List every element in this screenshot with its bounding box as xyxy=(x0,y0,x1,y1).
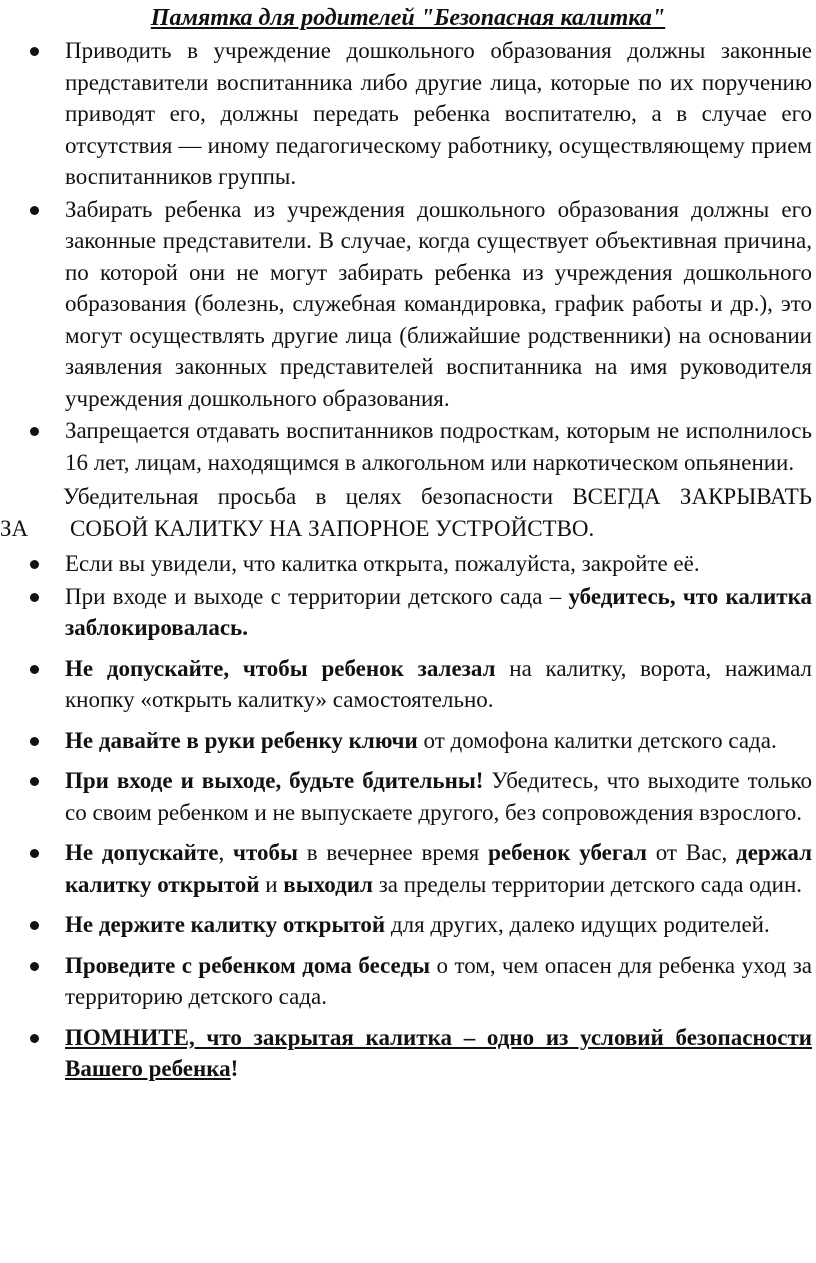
item-emphasis: Не допускайте, чтобы ребенок залезал xyxy=(65,655,496,681)
item-text: При входе и выходе с территории детского сада – xyxy=(65,583,562,609)
item-text: Приводить в учреждение дошкольного образования должны законные представители воспитанника либо другие лица, которые по их поручению приводят его, должны передать ребенка воспитателю, а в случае его отсутствия — иному педагогическому работнику, осуществляющему прием воспитанников группы. xyxy=(65,38,812,189)
list-item xyxy=(0,653,816,716)
item-emphasis: ребенок убегал xyxy=(488,840,647,865)
bullet-icon xyxy=(30,593,39,602)
final-reminder-tail: ! xyxy=(230,1056,239,1081)
bullet-icon xyxy=(30,921,39,930)
item-emphasis: выходил xyxy=(283,871,373,897)
list-item xyxy=(0,548,816,580)
item-emphasis: убедитесь, что калитка заблокировалась. xyxy=(65,583,812,640)
item-emphasis: При входе и выходе, будьте бдительны! xyxy=(65,768,484,793)
safety-request-text: СОБОЙ КАЛИТКУ НА ЗАПОРНОЕ УСТРОЙСТВО. xyxy=(70,515,595,541)
safety-request-prefix: ЗА xyxy=(0,515,29,541)
final-reminder: ПОМНИТЕ, что закрытая калитка – одно из условий безопасности Вашего ребенка xyxy=(65,1024,812,1081)
list-item xyxy=(0,725,816,757)
item-emphasis: Не держите калитку открытой xyxy=(65,912,386,937)
item-text: в вечернее время xyxy=(306,840,480,865)
item-text: Забирать ребенка из учреждения дошкольного образования должны его законные представители. В случае, когда существует объективная причина, по которой они не могут забирать ребенка из учреждения дошкольного образования (болезнь, служебная командировка, график работы и др.), это могут осуществлять другие лица (ближайшие родственники) на основании заявления законных представителей воспитанника на имя руководителя учреждения дошкольного образования. xyxy=(65,196,812,411)
item-emphasis: Проведите с ребенком дома беседы xyxy=(65,952,431,978)
bullet-icon xyxy=(30,560,39,569)
list-item xyxy=(0,194,816,415)
bullet-icon xyxy=(30,1034,39,1043)
bullet-icon xyxy=(30,427,39,436)
bullet-icon xyxy=(30,849,39,858)
item-text: о том, чем опасен для ребенка уход за территорию детского сада. xyxy=(65,952,812,1009)
item-text: , xyxy=(218,840,225,865)
item-text: на калитку, ворота, нажимал кнопку «открыть калитку» самостоятельно. xyxy=(65,655,813,712)
bullet-icon xyxy=(30,206,39,215)
bullet-icon xyxy=(30,737,39,746)
item-text: Если вы увидели, что калитка открыта, пожалуйста, закройте её. xyxy=(65,551,700,576)
item-text: Запрещается отдавать воспитанников подросткам, которым не исполнилось 16 лет, лицам, находящимся в алкогольном или наркотическом опьянении. xyxy=(65,418,812,475)
rules-list-bottom xyxy=(0,548,816,1085)
item-text: для других, далеко идущих родителей. xyxy=(390,912,770,937)
list-item xyxy=(0,765,816,828)
rules-list-top xyxy=(0,35,816,478)
item-emphasis: держал калитку открытой xyxy=(65,840,812,897)
item-emphasis: Не допускайте xyxy=(65,840,219,865)
bullet-icon xyxy=(30,777,39,786)
list-item xyxy=(0,415,816,478)
item-text: и xyxy=(265,871,278,897)
item-text: Убедитесь, что выходите только со своим ребенком и не выпускаете другого, без сопровождения взрослого. xyxy=(65,768,812,825)
safety-request xyxy=(0,481,816,544)
bullet-icon xyxy=(30,47,39,56)
bullet-icon xyxy=(30,962,39,971)
safety-request-line2 xyxy=(0,513,812,545)
list-item xyxy=(0,837,816,900)
list-item xyxy=(0,581,816,644)
safety-request-line1: Убедительная просьба в целях безопасности ВСЕГДА ЗАКРЫВАТЬ xyxy=(63,484,812,509)
item-emphasis: чтобы xyxy=(233,840,298,865)
item-text: от Вас, xyxy=(655,840,728,865)
list-item xyxy=(0,1022,816,1085)
item-text: за пределы территории детского сада один. xyxy=(378,871,803,897)
bullet-icon xyxy=(30,665,39,674)
item-text: от домофона калитки детского сада. xyxy=(423,727,777,753)
list-item xyxy=(0,950,816,1013)
page-title: Памятка для родителей "Безопасная калитка" xyxy=(150,5,666,31)
list-item xyxy=(0,909,816,941)
item-emphasis: Не давайте в руки ребенку ключи xyxy=(65,727,418,753)
list-item xyxy=(0,35,816,193)
